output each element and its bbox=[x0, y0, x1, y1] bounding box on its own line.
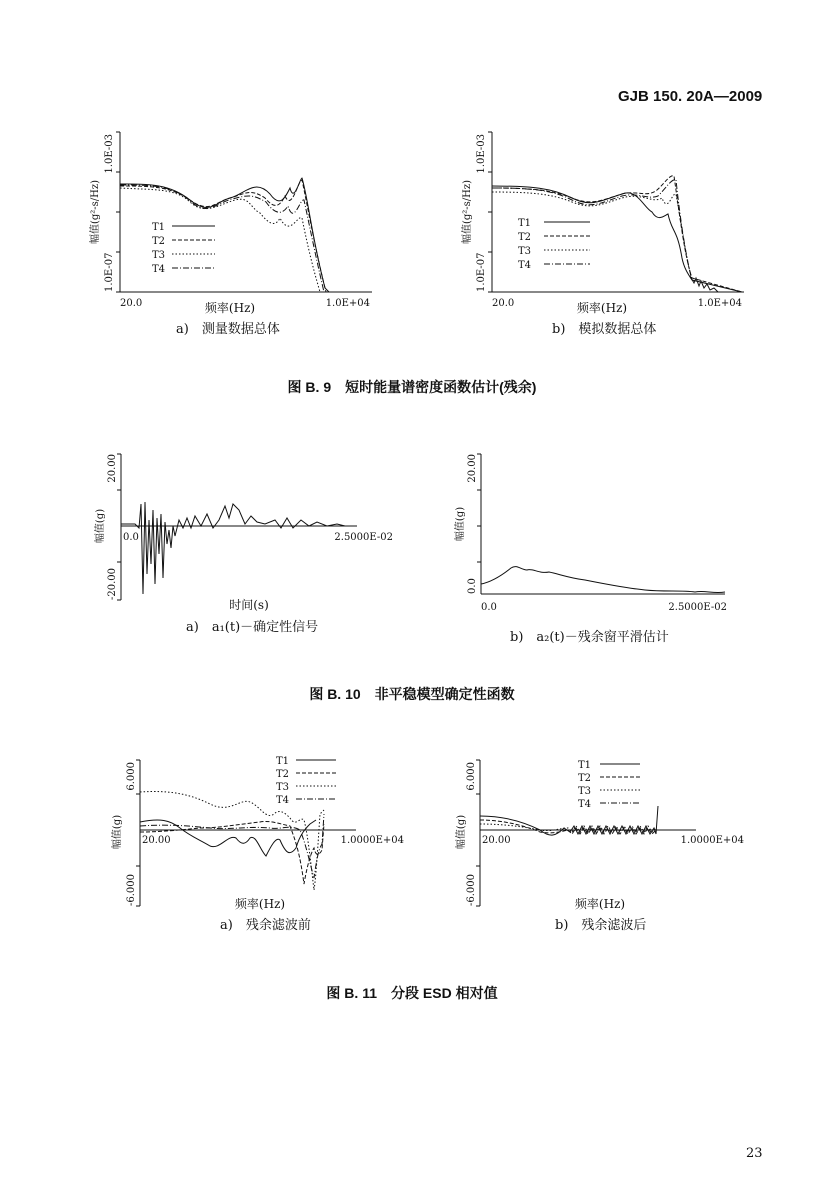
y-axis-label: 幅值(g) bbox=[455, 506, 466, 542]
figure-b9-caption: 图 B. 9 短时能量谱密度函数估计(残余) bbox=[287, 379, 537, 395]
legend-t1: T1 bbox=[518, 218, 532, 229]
x-right-label: 1.0000E+04 bbox=[340, 835, 404, 846]
figure-b9a-caption: a) 测量数据总体 bbox=[176, 322, 280, 337]
legend-t3: T3 bbox=[578, 786, 592, 797]
y-axis-label: 幅值(g) bbox=[95, 508, 106, 544]
x-left-label: 0.0 bbox=[481, 602, 497, 613]
figure-b9b-caption: b) 模拟数据总体 bbox=[552, 322, 657, 337]
figure-b9a-plot bbox=[80, 118, 380, 318]
y-axis-label: 幅值(g) bbox=[456, 814, 467, 850]
y-top-label: 1.0E-03 bbox=[104, 134, 115, 174]
y-top-label: 6.000 bbox=[466, 762, 477, 791]
x-axis-label: 频率(Hz) bbox=[574, 897, 626, 911]
x-axis-label: 频率(Hz) bbox=[204, 301, 256, 315]
figure-b11-caption: 图 B. 11 分段 ESD 相对值 bbox=[326, 985, 498, 1001]
y-top-label: 1.0E-03 bbox=[476, 134, 487, 174]
legend-t3: T3 bbox=[518, 246, 532, 257]
y-bottom-label: -6.000 bbox=[466, 873, 477, 906]
y-bottom-label: -20.00 bbox=[107, 567, 118, 600]
figure-b11a-plot bbox=[110, 754, 410, 914]
y-bottom-label: 1.0E-07 bbox=[104, 252, 115, 292]
page-number: 23 bbox=[746, 1146, 763, 1161]
x-left-label: 20.0 bbox=[492, 298, 515, 309]
figure-b10-caption: 图 B. 10 非平稳模型确定性函数 bbox=[309, 686, 515, 702]
y-top-label: 20.00 bbox=[107, 454, 118, 483]
standard-code: GJB 150. 20A—2009 bbox=[618, 88, 763, 105]
x-right-label: 2.5000E-02 bbox=[334, 532, 393, 543]
x-axis-label: 频率(Hz) bbox=[576, 301, 628, 315]
x-left-label: 0.0 bbox=[123, 532, 139, 543]
x-right-label: 1.0000E+04 bbox=[680, 835, 744, 846]
figure-b10b-caption: b) a₂(t)－残余窗平滑估计 bbox=[510, 630, 669, 645]
y-bottom-label: 0.0 bbox=[467, 578, 478, 594]
x-left-label: 20.00 bbox=[142, 835, 171, 846]
figure-b9b-plot bbox=[452, 118, 752, 318]
x-axis-label: 频率(Hz) bbox=[234, 897, 286, 911]
figure-b10a-caption: a) a₁(t)－确定性信号 bbox=[186, 620, 319, 635]
legend-t2: T2 bbox=[152, 236, 166, 247]
legend-t1: T1 bbox=[578, 760, 592, 771]
y-axis-label: 幅值(g²-s/Hz) bbox=[462, 179, 473, 245]
figure-b11a-caption: a) 残余滤波前 bbox=[220, 918, 311, 933]
x-right-label: 1.0E+04 bbox=[325, 298, 370, 309]
x-axis-label: 时间(s) bbox=[229, 598, 269, 612]
figure-b11b-plot bbox=[456, 754, 760, 914]
legend-t4: T4 bbox=[578, 799, 592, 810]
legend-t2: T2 bbox=[276, 769, 290, 780]
legend-t2: T2 bbox=[518, 232, 532, 243]
y-axis-label: 幅值(g²-s/Hz) bbox=[90, 179, 101, 245]
y-top-label: 20.00 bbox=[467, 454, 478, 483]
legend-t4: T4 bbox=[518, 260, 532, 271]
y-axis-label: 幅值(g) bbox=[112, 814, 123, 850]
x-left-label: 20.00 bbox=[482, 835, 511, 846]
y-bottom-label: 1.0E-07 bbox=[476, 252, 487, 292]
x-right-label: 2.5000E-02 bbox=[668, 602, 727, 613]
x-right-label: 1.0E+04 bbox=[697, 298, 742, 309]
figure-b10a-plot bbox=[95, 444, 405, 614]
y-top-label: 6.000 bbox=[126, 762, 137, 791]
y-bottom-label: -6.000 bbox=[126, 873, 137, 906]
legend-t3: T3 bbox=[276, 782, 290, 793]
legend-t2: T2 bbox=[578, 773, 592, 784]
figure-b11b-caption: b) 残余滤波后 bbox=[555, 918, 647, 933]
x-left-label: 20.0 bbox=[120, 298, 143, 309]
legend-t1: T1 bbox=[152, 222, 166, 233]
figure-b10b-plot bbox=[455, 444, 755, 624]
legend-t3: T3 bbox=[152, 250, 166, 261]
legend-t4: T4 bbox=[276, 795, 290, 806]
legend-t1: T1 bbox=[276, 756, 290, 767]
legend-t4: T4 bbox=[152, 264, 166, 275]
